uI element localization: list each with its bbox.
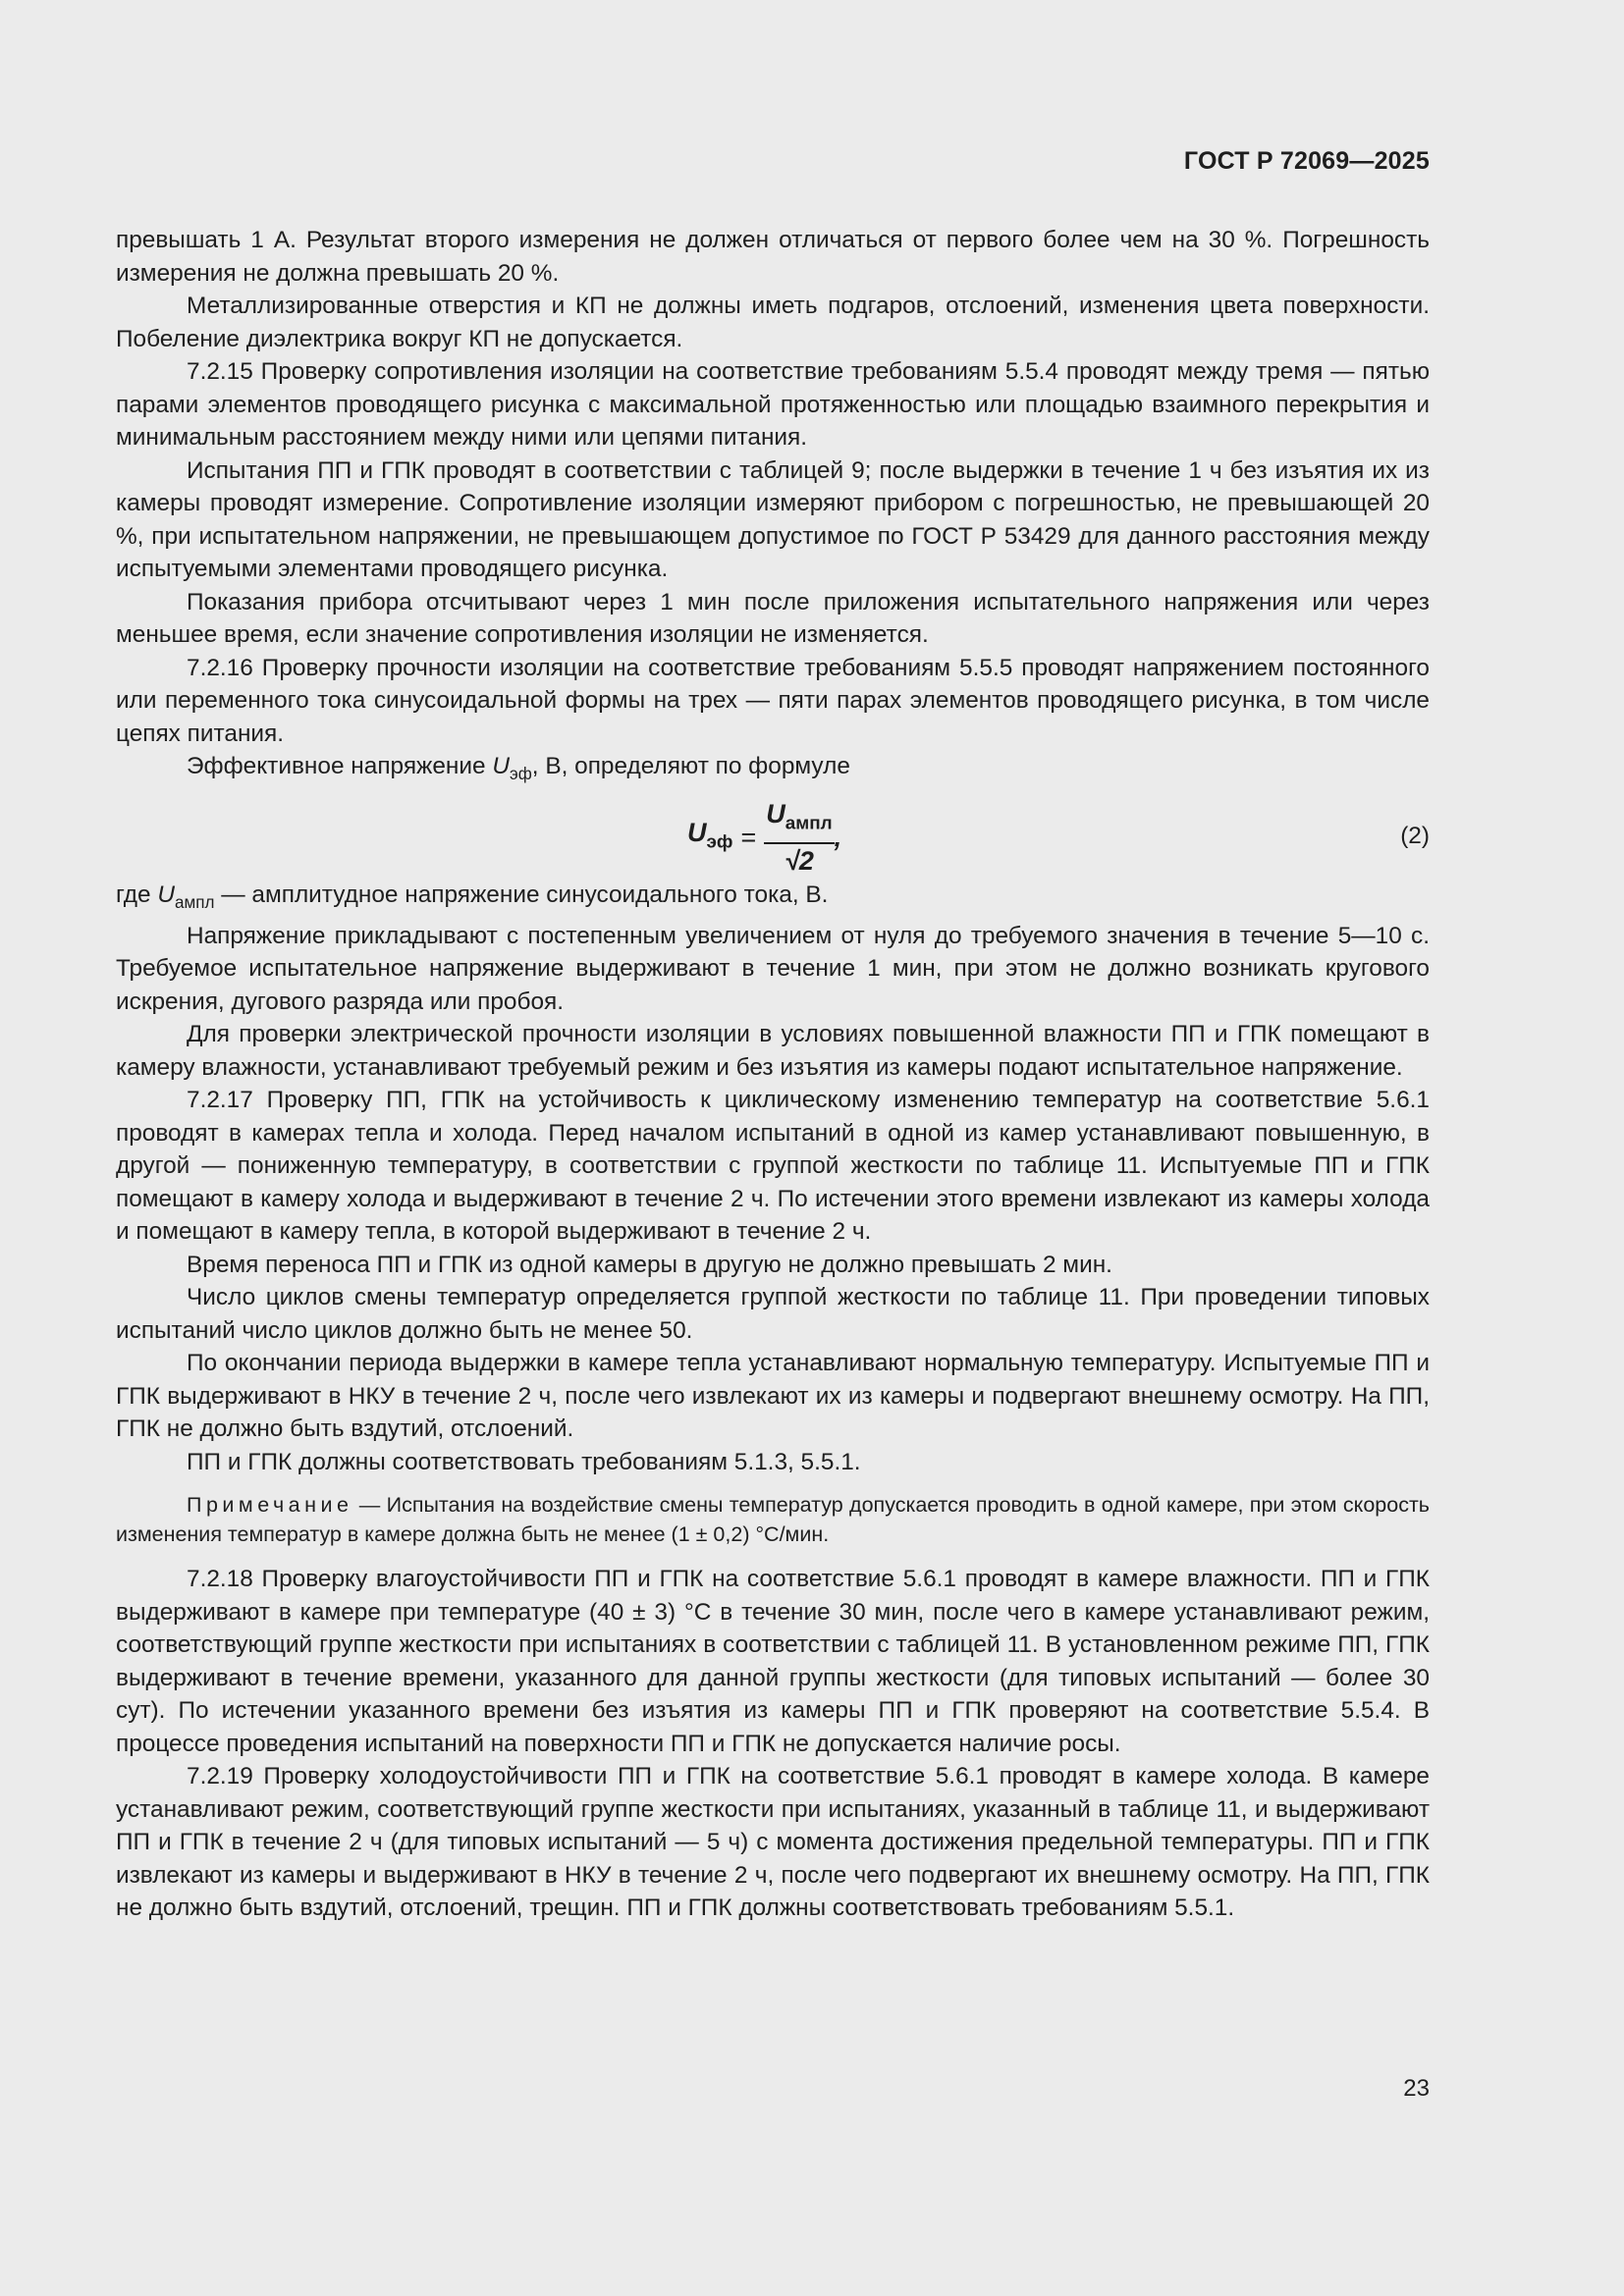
text-run: Эффективное напряжение [187,753,493,779]
fraction-numerator [764,798,834,843]
subscript: эф [510,764,532,783]
paragraph: Число циклов смены температур определяется группой жесткости по таблице 11. При проведении типовых испытаний число циклов должно быть не менее 50. [116,1284,1430,1344]
fraction [764,798,834,878]
equals-sign: = [740,823,757,853]
paragraph: Напряжение прикладывают с постепенным увеличением от нуля до требуемого значения в течение 5—10 с. Требуемое испытательное напряжение выдерживают в течение 1 мин, при этом не должно возникать кругового искрения, дугового разряда или пробоя. [116,922,1430,1015]
note-text [116,1490,1430,1549]
paragraph-7-2-17: 7.2.17 Проверку ПП, ГПК на устойчивость к циклическому изменению температур на соответствие 5.6.1 проводят в камерах тепла и холода. Перед началом испытаний в одной из камер устанавливают повышенную, в другой — пониженную температуру, в соответствии с группой жесткости по таблице 11. Испытуемые ПП и ГПК помещают в камеру холода и выдерживают в течение 2 ч. По истечении этого времени извлекают из камеры холода и помещают в камеру тепла, в которой выдерживают в течение 2 ч. [116,1087,1430,1246]
subscript: ампл [175,893,215,913]
paragraph: По окончании периода выдержки в камере тепла устанавливают нормальную температуру. Испытуемые ПП и ГПК выдерживают в НКУ в течение 2 ч, после чего извлекают их из камеры и подвергают внешнему осмотру. На ПП, ГПК не должно быть вздутий, отслоений. [116,1350,1430,1443]
formula [687,798,841,878]
text-run: где [116,881,158,909]
document-body [116,224,1430,1925]
page-number: 23 [1403,2075,1430,2102]
paragraph-7-2-18: 7.2.18 Проверку влагоустойчивости ПП и ГПК на соответствие 5.6.1 проводят в камере влажности. ПП и ГПК выдерживают в камере при температуре (40 ± 3) °С в течение 30 мин, после чего в камере устанавливают режим, соответствующий группе жесткости при испытаниях в соответствии с таблицей 11. В установленном режиме ПП, ГПК выдерживают в течение времени, указанного для данной группы жесткости (для типовых испытаний — более 30 сут). По истечении указанного времени без изъятия из камеры ПП и ГПК проверяют на соответствие 5.5.4. В процессе проведения испытаний на поверхности ПП и ГПК не допускается наличие росы. [116,1566,1430,1757]
paragraph: Металлизированные отверстия и КП не должны иметь подгаров, отслоений, изменения цвета поверхности. Побеление диэлектрика вокруг КП не допускается. [116,293,1430,352]
formula-number: (2) [1400,823,1430,850]
variable: U [687,818,707,848]
document-code-header: ГОСТ Р 72069—2025 [1183,147,1430,175]
note-body: — Испытания на воздействие смены температур допускается проводить в одной камере, при этом скорость изменения температур в камере должна быть не менее (1 ± 0,2) °С/мин. [116,1493,1430,1547]
paragraph-definition [116,879,1430,919]
variable: U [157,881,175,909]
paragraph: Для проверки электрической прочности изоляции в условиях повышенной влажности ПП и ГПК помещают в камеру влажности, устанавливают требуемый режим и без изъятия из камеры подают испытательное напряжение. [116,1021,1430,1081]
paragraph: превышать 1 А. Результат второго измерения не должен отличаться от первого более чем на 30 %. Погрешность измерения не должна превышать 20 %. [116,227,1430,287]
paragraph: Время переноса ПП и ГПК из одной камеры в другую не должно превышать 2 мин. [187,1251,1112,1278]
note-block [116,1490,1430,1549]
variable: U [492,753,510,779]
paragraph: Испытания ПП и ГПК проводят в соответствии с таблицей 9; после выдержки в течение 1 ч без изъятия их из камеры проводят измерение. Сопротивление изоляции измеряют прибором с погрешностью, не превышающей 20 %, при испытательном напряжении, не превышающем допустимое по ГОСТ Р 53429 для данного расстояния между испытуемыми элементами проводящего рисунка. [116,456,1430,582]
text-run: , В, определяют по формуле [531,753,850,779]
formula-lhs [687,817,732,859]
paragraph-formula-intro [116,750,1430,790]
fraction-denominator: √2 [785,845,814,876]
paragraph-7-2-15: 7.2.15 Проверку сопротивления изоляции на соответствие требованиям 5.5.4 проводят между тремя — пятью парами элементов проводящего рисунка с максимальной протяженностью или площадью взаимного перекрытия и минимальным расстоянием между ними или цепями питания. [116,358,1430,451]
subscript: ампл [785,814,833,835]
formula-trailing-comma: , [834,823,842,853]
variable: U [766,799,785,829]
paragraph: Показания прибора отсчитывают через 1 мин после приложения испытательного напряжения или через меньшее время, если значение сопротивления изоляции не изменяется. [116,588,1430,648]
note-label: Примечание [187,1493,353,1518]
subscript: эф [706,831,733,853]
paragraph: ПП и ГПК должны соответствовать требованиям 5.1.3, 5.5.1. [187,1448,861,1475]
formula-block [116,792,1430,879]
paragraph-7-2-16: 7.2.16 Проверку прочности изоляции на соответствие требованиям 5.5.5 проводят напряжением постоянного или переменного тока синусоидальной формы на трех — пяти парах элементов проводящего рисунка, в том числе цепях питания. [116,654,1430,747]
text-run: — амплитудное напряжение синусоидального тока, В. [214,881,829,909]
paragraph-7-2-19: 7.2.19 Проверку холодоустойчивости ПП и ГПК на соответствие 5.6.1 проводят в камере холода. В камере устанавливают режим, соответствующий группе жесткости при испытаниях, указанный в таблице 11, и выдерживают ПП и ГПК в течение 2 ч (для типовых испытаний — 5 ч) с момента достижения предельной температуры. ПП и ГПК извлекают из камеры и выдерживают в НКУ в течение 2 ч, после чего подвергают их внешнему осмотру. На ПП, ГПК не должно быть вздутий, отслоений, трещин. ПП и ГПК должны соответствовать требованиям 5.5.1. [116,1763,1430,1922]
